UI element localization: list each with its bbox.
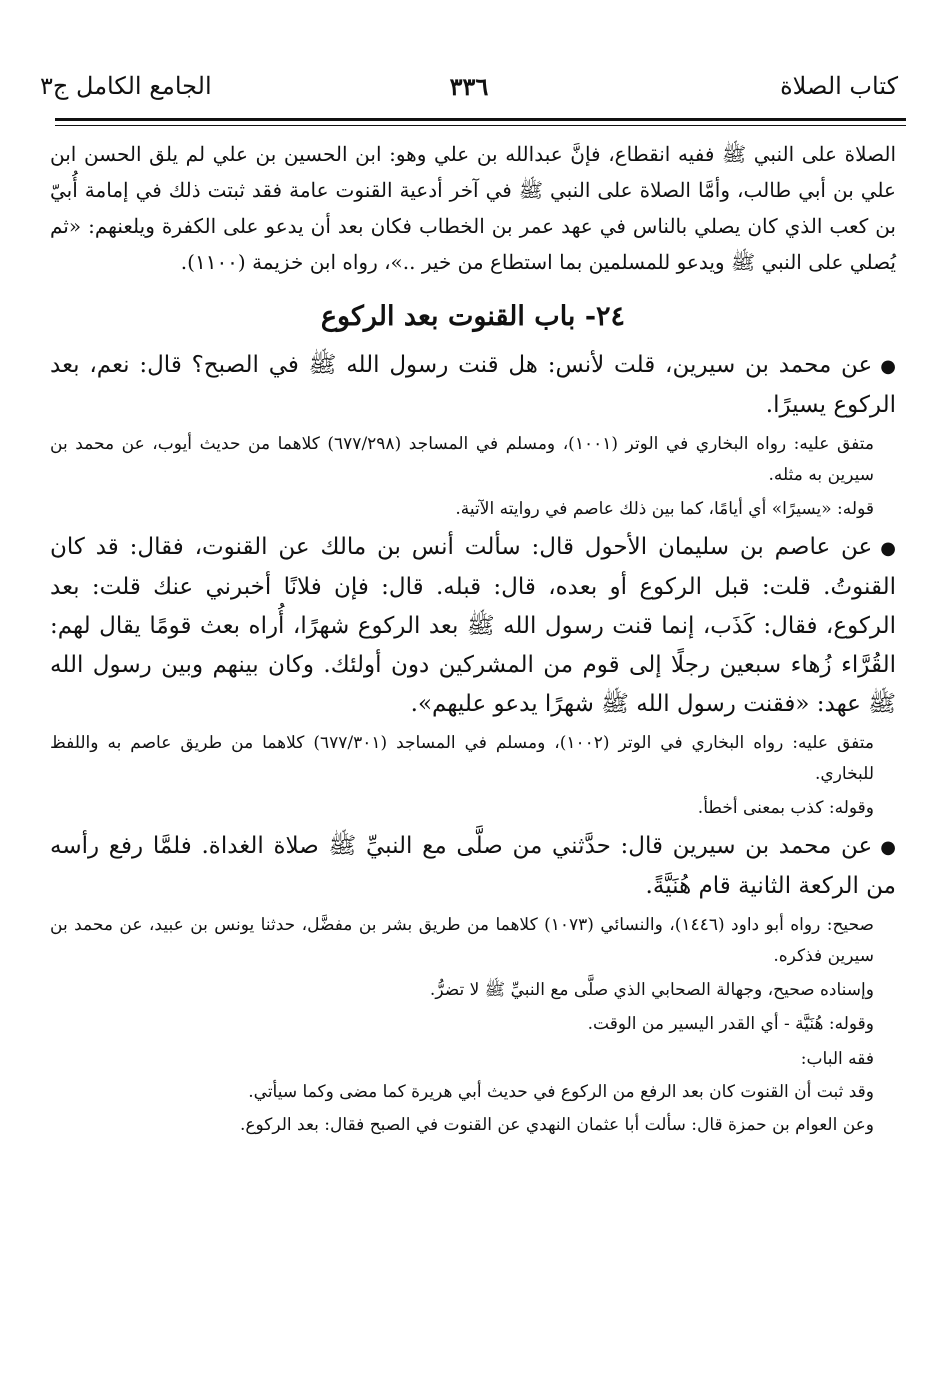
- running-header: [40, 72, 898, 112]
- fiqh-line-2: وعن العوام بن حمزة قال: سألت أبا عثمان النهدي عن القنوت في الصبح فقال: بعد الركوع.: [239, 1115, 874, 1135]
- fiqh-label: فقه الباب:: [800, 1049, 874, 1069]
- hadith-3-isnad: وإسناده صحيح، وجهالة الصحابي الذي صلَّى مع النبيِّ ﷺ لا تضرُّ.: [429, 980, 874, 1000]
- page-number: ٣٣٦: [449, 72, 489, 101]
- hadith-2: [50, 528, 896, 724]
- chapter-title: كتاب الصلاة: [780, 72, 898, 100]
- intro-paragraph: الصلاة على النبي ﷺ ففيه انقطاع، فإنَّ عبدالله بن علي وهو: ابن الحسين بن علي لم يلق الحسن ابن علي بن أبي طالب، وأمَّا الصلاة على النبي ﷺ في آخر أدعية القنوت عامة فقد ثبتت ذلك في إمامة أُبيّ بن كعب الذي كان يصلي بالناس في عهد عمر بن الخطاب فكان بعد أن يدعو على الكفرة ويلعنهم: «ثم يُصلي على النبي ﷺ ويدعو للمسلمين بما استطاع من خير ..»، رواه ابن خزيمة (١١٠٠).: [50, 142, 896, 274]
- hadith-1-takhrij: متفق عليه: رواه البخاري في الوتر (١٠٠١)، ومسلم في المساجد (٦٧٧/٢٩٨) كلاهما من حديث أيوب، عن محمد بن سيرين به مثله.: [50, 434, 875, 485]
- bullet-icon: ●: [880, 356, 896, 377]
- bullet-icon: ●: [880, 837, 896, 858]
- hadith-1-comment: قوله: «يسيرًا» أي أيامًا، كما بين ذلك عاصم في روايته الآتية.: [455, 499, 874, 519]
- hadith-3-takhrij: صحيح: رواه أبو داود (١٤٤٦)، والنسائي (١٠٧٣) كلاهما من طريق بشر بن مفضَّل، حدثنا يونس بن عبيد، عن محمد بن سيرين فذكره.: [50, 915, 874, 966]
- book-title: الجامع الكامل ج٣: [40, 72, 212, 100]
- hadith-2-takhrij: متفق عليه: رواه البخاري في الوتر (١٠٠٢)، ومسلم في المساجد (٦٧٧/٣٠١) كلاهما من طريق عاصم به واللفظ للبخاري.: [50, 733, 874, 784]
- header-rule-thin: [55, 125, 906, 126]
- bullet-icon: ●: [880, 538, 896, 559]
- hadith-2-text: عن عاصم بن سليمان الأحول قال: سألت أنس بن مالك عن القنوت، فقال: قد كان القنوتُ. قلت: قبل الركوع أو بعده، قال: قبله. قال: فإن فلانًا أخبرني عنك قلت: بعد الركوع، فقال: كَذَب، إنما قنت رسول الله ﷺ بعد الركوع شهرًا، أُراه بعث قومًا يقال لهم: القُرَّاء زُهاء سبعين رجلًا إلى قوم من المشركين دون أولئك. وكان بينهم وبين رسول الله ﷺ عهد: «فقنت رسول الله ﷺ شهرًا يدعو عليهم».: [50, 534, 896, 717]
- header-rule-thick: [55, 118, 906, 121]
- hadith-1: [50, 346, 896, 425]
- page-body: [50, 136, 896, 1142]
- hadith-1-text: عن محمد بن سيرين، قلت لأنس: هل قنت رسول الله ﷺ في الصبح؟ قال: نعم، بعد الركوع يسيرًا.: [50, 352, 896, 418]
- hadith-3: [50, 827, 896, 906]
- fiqh-line-1: وقد ثبت أن القنوت كان بعد الرفع من الركوع في حديث أبي هريرة كما مضى وكما سيأتي.: [248, 1082, 874, 1102]
- hadith-3-text: عن محمد بن سيرين قال: حدَّثني من صلَّى مع النبيِّ ﷺ صلاة الغداة. فلمَّا رفع رأسه من الركعة الثانية قام هُنَيَّةً.: [50, 833, 896, 899]
- section-title: ٢٤- باب القنوت بعد الركوع: [320, 301, 626, 332]
- hadith-2-comment: وقوله: كذب بمعنى أخطأ.: [697, 798, 874, 818]
- hadith-3-comment: وقوله: هُنَيَّة - أي القدر اليسير من الوقت.: [587, 1014, 874, 1034]
